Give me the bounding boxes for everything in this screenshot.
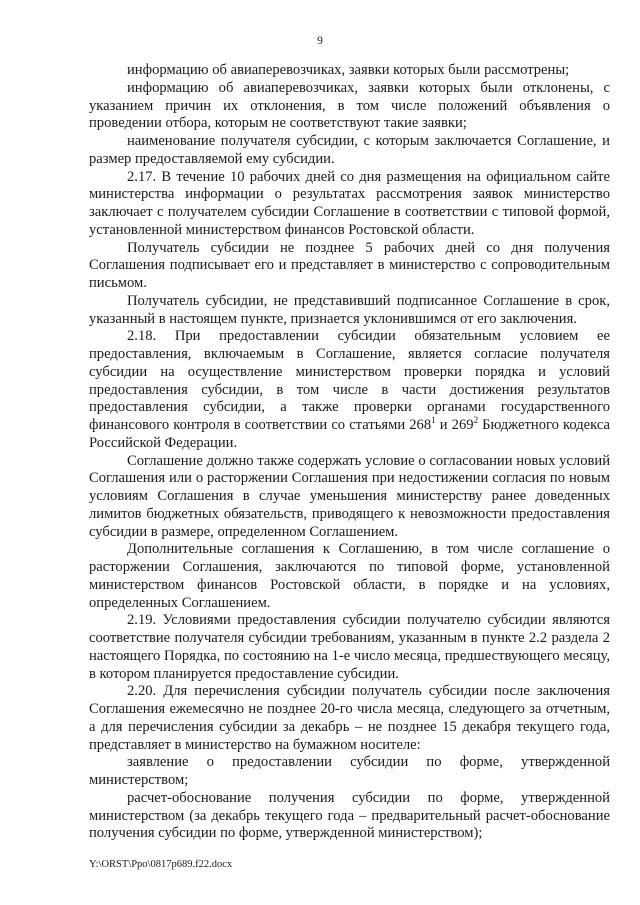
superscript-2: 2 [473,415,479,425]
paragraph: Получатель субсидии, не представивший подписанное Соглашение в срок, указанный в настоящем пункте, признается уклонившимся от его заключения. [89,292,610,327]
paragraph-2-17: 2.17. В течение 10 рабочих дней со дня размещения на официальном сайте министерства информации о результатах рассмотрения заявок министерство заключает с получателем субсидии Соглашение в соответствии с типовой формой, установленной министерством финансов Ростовской области. [89,168,610,238]
paragraph: информацию об авиаперевозчиках, заявки которых были рассмотрены; [127,62,570,78]
paragraph: Соглашение должно также содержать условие о согласовании новых условий Соглашения или о расторжении Соглашения при недостижении согласия по новым условиям Соглашения в случае уменьшения министерству ранее доведенных лимитов бюджетных обязательств, приводящего к невозможности предоставления субсидии в размере, определенном Соглашением. [89,452,610,540]
paragraph: расчет-обоснование получения субсидии по форме, утвержденной министерством (за декабрь текущего года – предварительный расчет-обоснование получения субсидии по форме, утвержденной министерством); [89,789,610,842]
paragraph-2-18-text: Бюджетного кодекса Российской Федерации. [89,417,611,451]
superscript-1: 1 [431,415,436,425]
page-number: 9 [317,35,323,47]
paragraph: Получатель субсидии не позднее 5 рабочих дней со дня получения Соглашения подписывает его и представляет в министерство с сопроводительным письмом. [89,239,610,291]
paragraph-2-18-text: 2.18. При предоставлении субсидии обязательным условием ее предоставления, включаемым в Соглашение, является согласие получателя субсидии на осуществление министерством проверки порядка и условий предоставления субсидии, в том числе в части достижения результатов предоставления субсидии, а также проверки органами государственного финансового контроля в соответствии со статьями 268 [89,328,610,433]
paragraph: наименование получателя субсидии, с которым заключается Соглашение, и размер предоставляемой ему субсидии. [89,133,610,167]
paragraph-2-18-text: и 269 [435,417,474,433]
paragraph-2-20: 2.20. Для перечисления субсидии получатель субсидии после заключения Соглашения ежемесячно не позднее 20-го числа месяца, следующего за отчетным, а для перечисления субсидии за декабрь – не позднее 15 декабря текущего года, представляет в министерство на бумажном носителе: [89,683,610,753]
document-body [89,62,610,843]
paragraph: Дополнительные соглашения к Соглашению, в том числе соглашение о расторжении Соглашения, заключаются по типовой форме, установленной министерством финансов Ростовской области, в порядке и на условиях, определенных Соглашением. [89,541,610,611]
paragraph-2-18 [89,328,610,452]
footer-file-path: Y:\ORST\Ppo\0817p689.f22.docx [89,859,233,870]
paragraph: информацию об авиаперевозчиках, заявки которых были отклонены, с указанием причин их отклонения, в том числе положений объявления о проведении отбора, которым не соответствуют такие заявки; [89,79,610,132]
paragraph: заявление о предоставлении субсидии по форме, утвержденной министерством; [89,754,610,788]
paragraph-2-19: 2.19. Условиями предоставления субсидии получателю субсидии являются соответствие получателя субсидии требованиям, указанным в пункте 2.2 раздела 2 настоящего Порядка, по состоянию на 1-е число месяца, предшествующего месяцу, в котором планируется предоставление субсидии. [89,612,610,682]
